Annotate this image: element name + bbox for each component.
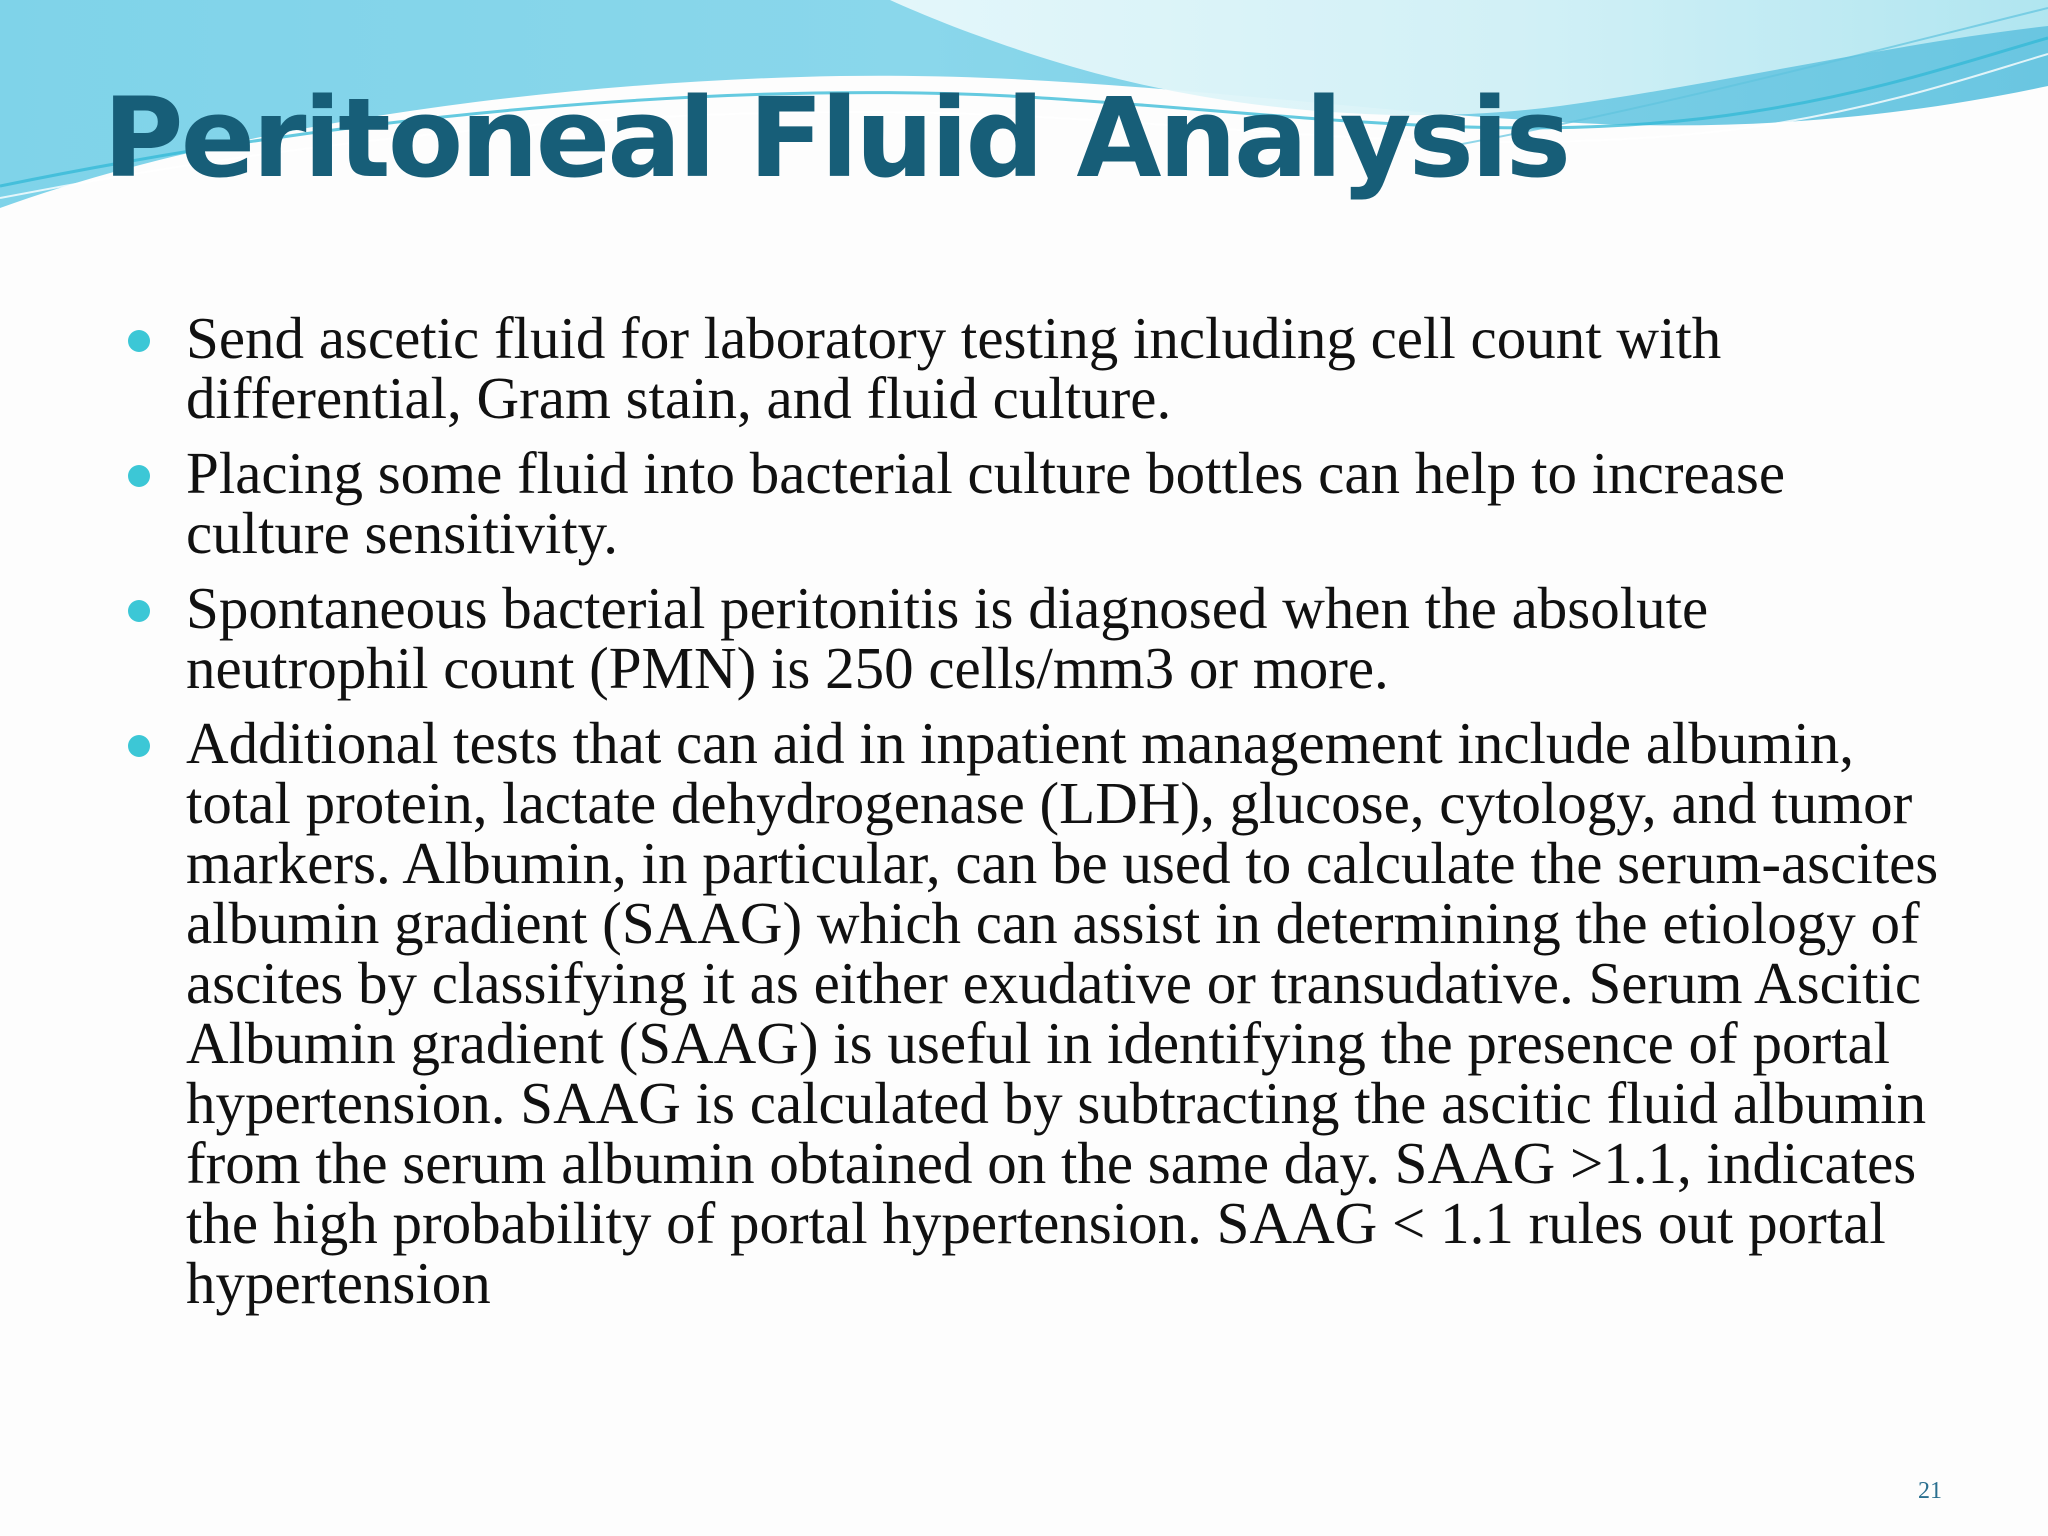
list-item <box>128 575 1958 701</box>
bullet-list <box>128 305 1958 1328</box>
bullet-dot-icon <box>128 330 150 352</box>
bullet-text: Placing some fluid into bacterial culture bottles can help to increase culture sensitivity. <box>186 440 1786 566</box>
bullet-dot-icon <box>128 735 150 757</box>
bullet-text: Spontaneous bacterial peritonitis is diagnosed when the absolute neutrophil count (PMN) is 250 cells/mm3 or more. <box>186 575 1709 701</box>
page-number: 21 <box>1918 1478 1942 1504</box>
bullet-dot-icon <box>128 465 150 487</box>
list-item <box>128 305 1958 431</box>
list-item <box>128 710 1958 1316</box>
slide-title: Peritoneal Fluid Analysis <box>103 74 1569 202</box>
bullet-dot-icon <box>128 600 150 622</box>
list-item <box>128 440 1958 566</box>
bullet-text: Additional tests that can aid in inpatient management include albumin, total protein, lactate dehydrogenase (LDH), glucose, cytology, and tumor markers. Albumin, in particular, can be used to calculate the serum-ascites albumin gradient (SAAG) which can assist in determining the etiology of ascites by classifying it as either exudative or transudative. Serum Ascitic Albumin gradient (SAAG) is useful in identifying the presence of portal hypertension. SAAG is calculated by subtracting the ascitic fluid albumin from the serum albumin obtained on the same day. SAAG >1.1, indicates the high probability of portal hypertension. SAAG < 1.1 rules out portal hypertension <box>186 710 1939 1316</box>
bullet-text: Send ascetic fluid for laboratory testing including cell count with differential, Gram stain, and fluid culture. <box>186 305 1722 431</box>
